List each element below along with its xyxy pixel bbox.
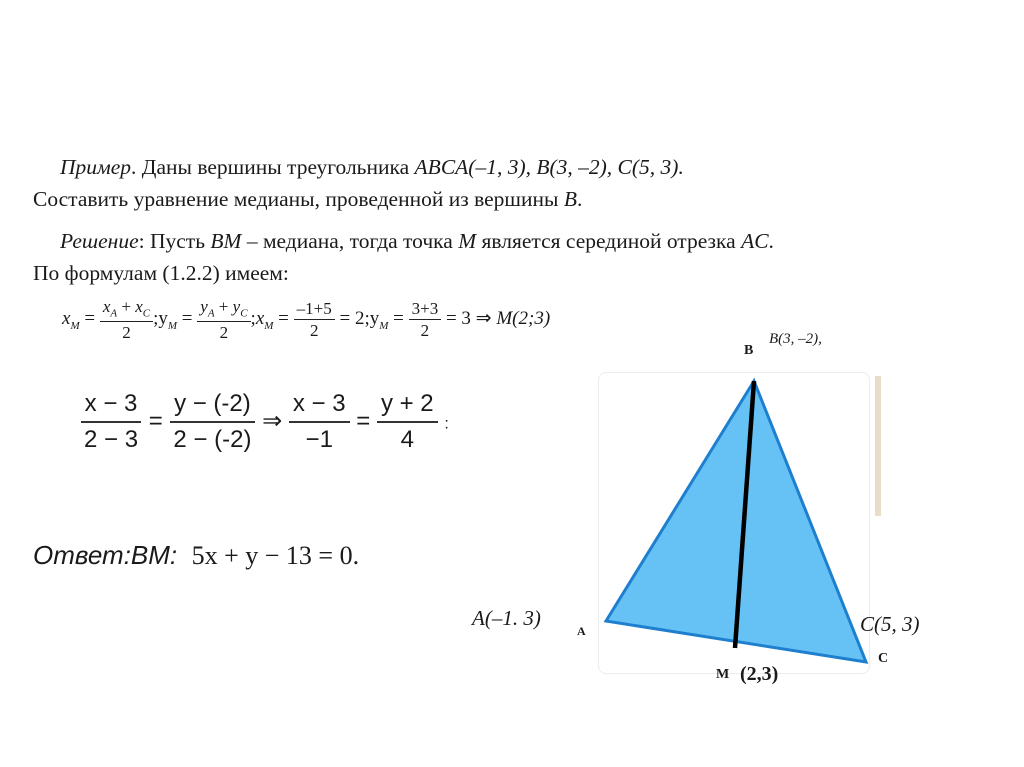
- example-prefix: Пример: [60, 155, 132, 179]
- vertex-c-coords: C(5, 3): [860, 612, 920, 636]
- vertex-c-label: C: [878, 651, 889, 666]
- solution-end: .: [768, 229, 774, 253]
- solution-prefix: Решение: [60, 229, 139, 253]
- example-text: . Даны вершины треугольника: [131, 155, 415, 179]
- vertex-a-label: A: [577, 624, 586, 638]
- fraction-xa-xc: $\frac{x_A + x_C}{2}$: [100, 297, 153, 343]
- midpoint-result: M(2;3): [496, 308, 551, 330]
- median-equation: $\frac{x - 3}{2 - 3}$ = $\frac{y - (-2)}{2 - (-2)}$ ⇒ $\frac{x - 3}{-1}$ = $\frac{y + 2}{4}$ :: [80, 390, 449, 454]
- solution-ac: AC: [741, 229, 769, 253]
- fraction-1: $\frac{x - 3}{2 - 3}$: [80, 390, 142, 454]
- fraction-ya-yc: $\frac{y_A + y_C}{2}$: [197, 297, 250, 343]
- fraction-x-value: $\frac{-1+5}{2}$: [294, 299, 335, 341]
- point-m-label: M: [716, 667, 730, 682]
- fraction-3: $\frac{x - 3}{-1}$: [289, 390, 350, 454]
- solution-bm: BM: [210, 229, 242, 253]
- answer-label: Ответ:BM:: [33, 540, 178, 570]
- fraction-y-value: $\frac{3+3}{2}$: [409, 299, 442, 341]
- midpoint-formula: $x_M$ = $\frac{x_A + x_C}{2}$ $;y_M$ = $\frac{y_A + y_C}{2}$ $;x_M$ = $\frac{-1+5}{2}$ = $2;y_M$ = $\frac{3+3}{2}$ = 3 ⇒ M(2;3): [62, 297, 551, 343]
- solution-text-3: является серединой отрезка: [476, 229, 742, 253]
- example-line-2-text: Составить уравнение медианы, проведенной из вершины: [33, 187, 564, 211]
- fraction-2: $\frac{y - (-2)}{2 - (-2)}$: [169, 390, 255, 454]
- vertex-b-coords: B(3, –2),: [769, 331, 822, 347]
- solution-line-2: По формулам (1.2.2) имеем:: [33, 261, 289, 285]
- example-line-2-end: .: [576, 187, 583, 211]
- example-vertices: ABCA(–1, 3), B(3, –2), C(5, 3).: [414, 155, 684, 179]
- example-vertex: B: [563, 187, 577, 211]
- answer-equation: 5x + y − 13 = 0.: [191, 541, 360, 570]
- vertex-b-label: B: [744, 343, 754, 358]
- point-m-coords: (2,3): [740, 663, 779, 685]
- solution-text-1: : Пусть: [138, 229, 211, 253]
- solution-m: M: [458, 229, 477, 253]
- vertex-a-coords: A(–1. 3): [472, 606, 541, 630]
- fraction-4: $\frac{y + 2}{4}$: [377, 390, 438, 454]
- solution-text-2: – медиана, тогда точка: [241, 229, 459, 253]
